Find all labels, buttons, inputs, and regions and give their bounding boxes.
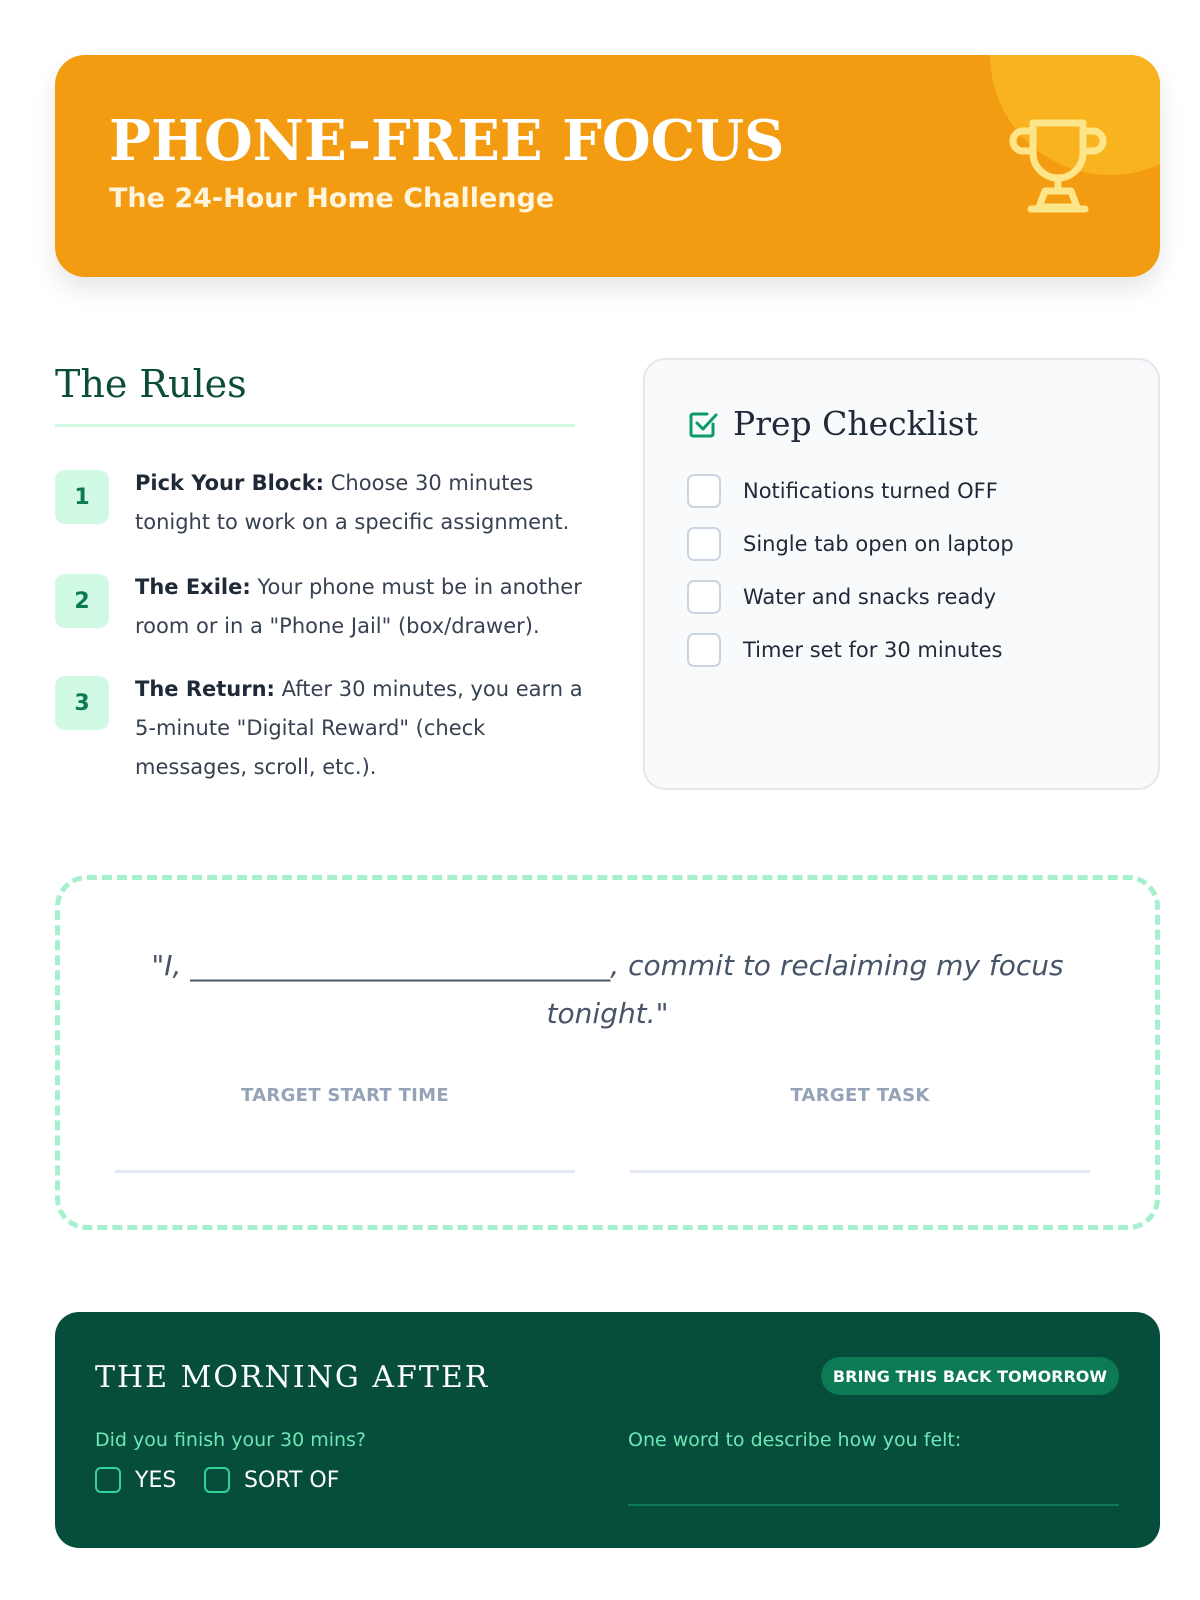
checklist-item-label: Water and snacks ready (743, 585, 997, 609)
checklist-item-label: Timer set for 30 minutes (743, 638, 1003, 662)
checkbox[interactable] (687, 633, 721, 667)
option-yes[interactable] (95, 1467, 176, 1493)
rule-text (135, 568, 585, 646)
trophy-icon (1003, 113, 1113, 223)
rules-heading: The Rules (55, 362, 247, 406)
checkbox[interactable] (204, 1467, 230, 1493)
target-start-time-label: TARGET START TIME (241, 1085, 449, 1106)
commitment-pledge (55, 875, 1160, 1230)
checkbox[interactable] (687, 527, 721, 561)
checkbox[interactable] (687, 580, 721, 614)
target-task-label: TARGET TASK (790, 1085, 930, 1106)
rule-text (135, 670, 585, 787)
checklist-item[interactable] (687, 474, 998, 508)
checkbox[interactable] (95, 1467, 121, 1493)
checklist-item-label: Single tab open on laptop (743, 532, 1014, 556)
bring-back-badge: BRING THIS BACK TOMORROW (821, 1357, 1119, 1395)
rule-number: 2 (55, 574, 109, 628)
pledge-quote: "I, ______________________________, commit to reclaiming my focus tonight." (151, 949, 1064, 1030)
page-title: PHONE-FREE FOCUS (109, 108, 785, 174)
rule-body: After 30 minutes, you earn a 5-minute "Digital Reward" (check messages, scroll, etc.). (135, 677, 583, 779)
rule-text (135, 464, 585, 542)
rule-lead: The Return: (135, 677, 275, 701)
target-start-time-field[interactable] (115, 1170, 575, 1173)
checklist-title: Prep Checklist (733, 404, 978, 443)
rule-lead: The Exile: (135, 575, 251, 599)
page-subtitle: The 24-Hour Home Challenge (109, 183, 555, 214)
finish-question: Did you finish your 30 mins? (95, 1429, 367, 1451)
check-square-icon (687, 408, 719, 440)
target-task-field[interactable] (630, 1170, 1090, 1173)
rule-number: 1 (55, 470, 109, 524)
morning-after-title: THE MORNING AFTER (95, 1360, 490, 1395)
option-label: YES (135, 1467, 177, 1493)
checklist-item[interactable] (687, 633, 1002, 667)
rule-body: Your phone must be in another room or in a "Phone Jail" (box/drawer). (135, 575, 582, 638)
option-sort-of[interactable] (204, 1467, 339, 1493)
checkbox[interactable] (687, 474, 721, 508)
rule-body: Choose 30 minutes tonight to work on a specific assignment. (135, 471, 570, 534)
checklist-item[interactable] (687, 580, 996, 614)
challenge-header (55, 55, 1160, 277)
prep-checklist (643, 358, 1160, 790)
rule-number: 3 (55, 676, 109, 730)
checklist-item-label: Notifications turned OFF (743, 479, 998, 503)
rules-divider (55, 424, 575, 427)
checklist-header (687, 404, 978, 443)
option-label: SORT OF (244, 1467, 340, 1493)
morning-after-section (55, 1312, 1160, 1548)
feeling-question: One word to describe how you felt: (628, 1429, 962, 1451)
checklist-item[interactable] (687, 527, 1014, 561)
feeling-word-field[interactable] (628, 1504, 1119, 1506)
rule-lead: Pick Your Block: (135, 471, 325, 495)
